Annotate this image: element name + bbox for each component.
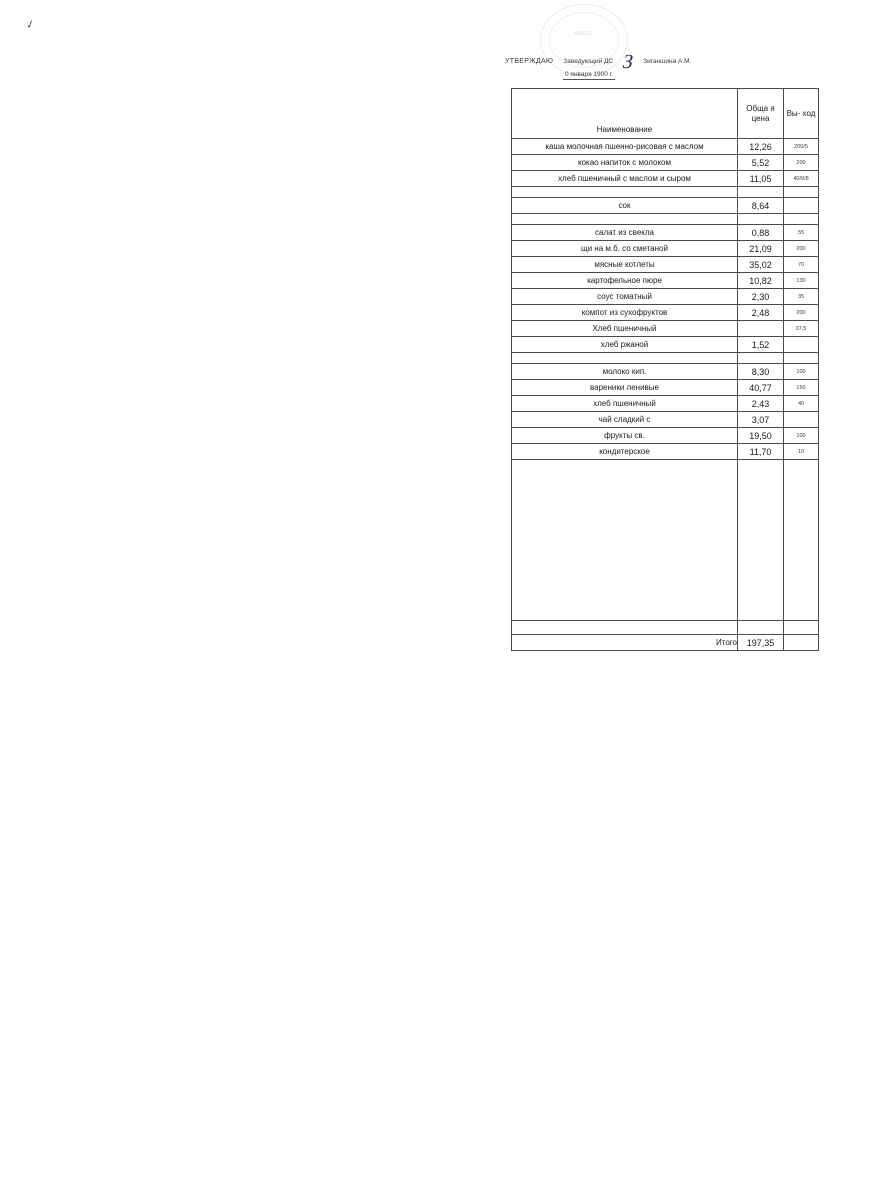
cell-price: 21,09 xyxy=(738,241,784,257)
table-row xyxy=(512,241,819,257)
cell-out: 200 xyxy=(784,155,819,171)
approve-position: Заведующий ДС xyxy=(563,58,614,65)
table-row xyxy=(512,396,819,412)
table-row xyxy=(512,444,819,460)
cell-name: фрукты св. xyxy=(512,428,738,444)
table-row xyxy=(512,289,819,305)
cell-price: 5,52 xyxy=(738,155,784,171)
menu-table xyxy=(511,88,819,651)
table-row xyxy=(512,171,819,187)
cell-price: 1,52 xyxy=(738,337,784,353)
table-row xyxy=(512,273,819,289)
stamp-text: МБДОУ xyxy=(574,31,594,37)
cell-name: компот из сухофруктов xyxy=(512,305,738,321)
column-header-name: Наименование xyxy=(512,89,738,139)
table-row xyxy=(512,139,819,155)
cell-name: щи на м.б. со сметаной xyxy=(512,241,738,257)
cell-price: 10,82 xyxy=(738,273,784,289)
cell-out xyxy=(784,460,819,621)
table-row-spacer xyxy=(512,214,819,225)
table-row xyxy=(512,428,819,444)
table-row-spacer xyxy=(512,621,819,635)
cell-out xyxy=(784,353,819,364)
cell-name xyxy=(512,621,738,635)
cell-out: 40/9/8 xyxy=(784,171,819,187)
cell-price xyxy=(738,214,784,225)
cell-out xyxy=(784,198,819,214)
cell-price: 2,43 xyxy=(738,396,784,412)
table-row xyxy=(512,337,819,353)
cell-out xyxy=(784,214,819,225)
table-header-row xyxy=(512,89,819,139)
cell-price: 19,50 xyxy=(738,428,784,444)
cell-price: 2,30 xyxy=(738,289,784,305)
cell-out: 100 xyxy=(784,428,819,444)
cell-price xyxy=(738,187,784,198)
cell-out: 70 xyxy=(784,257,819,273)
total-out-empty xyxy=(784,635,819,651)
cell-price: 11,70 xyxy=(738,444,784,460)
cell-price: 2,48 xyxy=(738,305,784,321)
cell-price: 40,77 xyxy=(738,380,784,396)
cell-out: 150 xyxy=(784,380,819,396)
cell-out: 200/5 xyxy=(784,139,819,155)
table-row xyxy=(512,198,819,214)
cell-name: каша молочная пшенно-рисовая с маслом xyxy=(512,139,738,155)
table-row xyxy=(512,225,819,241)
cell-name: салат из свекла xyxy=(512,225,738,241)
approve-person-name: Зиганшина А.М. xyxy=(643,58,692,65)
cell-name: хлеб пшеничный xyxy=(512,396,738,412)
cell-out: 200 xyxy=(784,241,819,257)
cell-out: 130 xyxy=(784,273,819,289)
cell-name: соус томатный xyxy=(512,289,738,305)
approval-header xyxy=(505,51,825,80)
cell-out: 10 xyxy=(784,444,819,460)
cell-name: кондитерское xyxy=(512,444,738,460)
cell-name: Хлеб пшеничный xyxy=(512,321,738,337)
table-row xyxy=(512,257,819,273)
cell-price: 8,30 xyxy=(738,364,784,380)
cell-out: 55 xyxy=(784,225,819,241)
cell-price xyxy=(738,353,784,364)
total-label: Итого xyxy=(512,635,738,651)
table-row xyxy=(512,305,819,321)
cell-out xyxy=(784,621,819,635)
signature-glyph: З xyxy=(620,51,636,73)
cell-price: 3,07 xyxy=(738,412,784,428)
table-row-spacer xyxy=(512,353,819,364)
cell-name xyxy=(512,353,738,364)
column-header-out: Вы- ход xyxy=(784,89,819,139)
stray-pen-mark: ✓ xyxy=(24,17,37,33)
table-row xyxy=(512,155,819,171)
cell-name: хлеб ржаной xyxy=(512,337,738,353)
table-empty-area xyxy=(512,460,819,621)
cell-out: 40 xyxy=(784,396,819,412)
cell-price xyxy=(738,460,784,621)
cell-price: 8,64 xyxy=(738,198,784,214)
cell-name xyxy=(512,460,738,621)
cell-price xyxy=(738,621,784,635)
cell-name: чай сладкий с xyxy=(512,412,738,428)
cell-out: 35 xyxy=(784,289,819,305)
cell-name: хлеб пшеничный с маслом и сыром xyxy=(512,171,738,187)
cell-name: вареники ленивые xyxy=(512,380,738,396)
cell-price: 11,05 xyxy=(738,171,784,187)
cell-name: мясные котлеты xyxy=(512,257,738,273)
cell-name: сок xyxy=(512,198,738,214)
cell-out xyxy=(784,337,819,353)
cell-out xyxy=(784,187,819,198)
cell-name: молоко кип. xyxy=(512,364,738,380)
approval-date: 0 января 1900 г. xyxy=(565,71,614,78)
approval-row xyxy=(505,51,825,73)
cell-name xyxy=(512,214,738,225)
cell-price: 35,02 xyxy=(738,257,784,273)
cell-out xyxy=(784,412,819,428)
table-row xyxy=(512,364,819,380)
cell-name: картофельное пюре xyxy=(512,273,738,289)
table-row-spacer xyxy=(512,187,819,198)
table-row xyxy=(512,321,819,337)
cell-price xyxy=(738,321,784,337)
cell-name xyxy=(512,187,738,198)
cell-name: кокао напиток с молоком xyxy=(512,155,738,171)
cell-price: 12,26 xyxy=(738,139,784,155)
column-header-price: Обща я цена xyxy=(738,89,784,139)
cell-out: 100 xyxy=(784,364,819,380)
cell-out: 200 xyxy=(784,305,819,321)
cell-price: 0,88 xyxy=(738,225,784,241)
cell-out: 37,5 xyxy=(784,321,819,337)
table-total-row xyxy=(512,635,819,651)
table-row xyxy=(512,412,819,428)
approve-label: УТВЕРЖДАЮ xyxy=(505,58,554,65)
total-value: 197,35 xyxy=(738,635,784,651)
table-row xyxy=(512,380,819,396)
